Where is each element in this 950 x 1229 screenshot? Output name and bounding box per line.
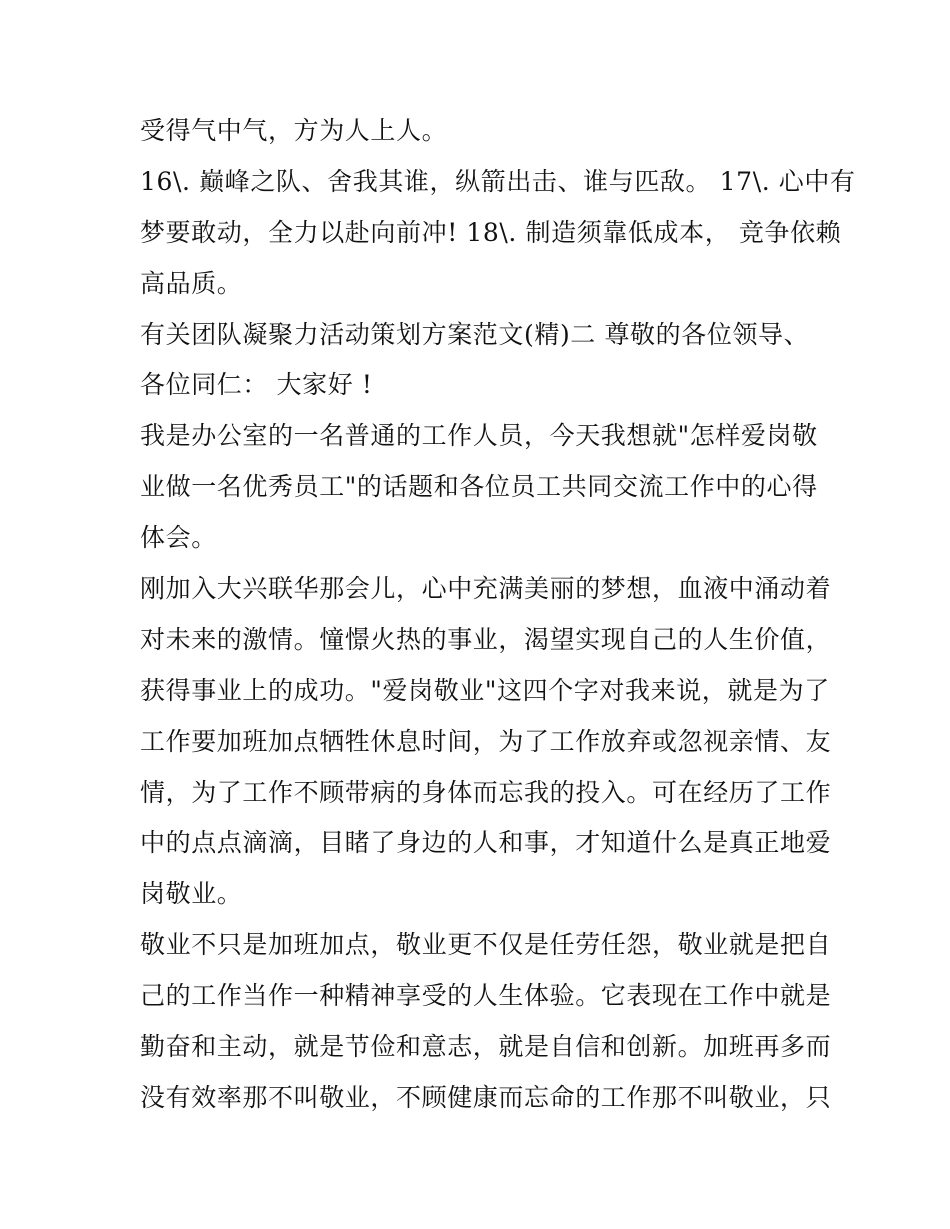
text-line: 中的点点滴滴，目睹了身边的人和事，才知道什么是真正地爱 — [140, 828, 832, 858]
text-line: 敬业不只是加班加点，敬业更不仅是任劳任怨，敬业就是把自 — [140, 930, 832, 960]
text-line: 体会。 — [140, 523, 217, 553]
text-line: 受得气中气，方为人上人。 — [140, 116, 448, 145]
text-line: 己的工作当作一种精神享受的人生体验。它表现在工作中就是 — [140, 981, 832, 1011]
text-line: 16\. 巅峰之队、舍我其谁，纵箭出击、谁与匹敌。 17\. 心中有 — [140, 166, 856, 196]
text-line: 情，为了工作不顾带病的身体而忘我的投入。可在经历了工作 — [140, 777, 832, 807]
text-line: 有关团队凝聚力活动策划方案范文(精)二 尊敬的各位领导、 — [140, 319, 810, 349]
text-line: 各位同仁： 大家好 ! — [140, 370, 373, 400]
text-line: 对未来的激情。憧憬火热的事业，渴望实现自己的人生价值， — [140, 624, 832, 654]
document-body — [140, 106, 856, 1124]
text-line: 没有效率那不叫敬业，不顾健康而忘命的工作那不叫敬业，只 — [140, 1082, 832, 1112]
text-line: 岗敬业。 — [140, 879, 243, 909]
text-line: 我是办公室的一名普通的工作人员，今天我想就"怎样爱岗敬 — [140, 421, 818, 451]
text-line: 工作要加班加点牺牲休息时间，为了工作放弃或忽视亲情、友 — [140, 726, 832, 756]
text-line: 获得事业上的成功。"爱岗敬业"这四个字对我来说，就是为了 — [140, 675, 830, 705]
text-line: 梦要敢动，全力以赴向前冲! 18\. 制造须靠低成本， 竞争依赖 — [140, 217, 842, 247]
text-line: 高品质。 — [140, 268, 243, 298]
text-line: 业做一名优秀员工"的话题和各位员工共同交流工作中的心得 — [140, 472, 818, 502]
text-line: 勤奋和主动，就是节俭和意志，就是自信和创新。加班再多而 — [140, 1032, 832, 1062]
text-line: 刚加入大兴联华那会儿，心中充满美丽的梦想，血液中涌动着 — [140, 574, 832, 604]
